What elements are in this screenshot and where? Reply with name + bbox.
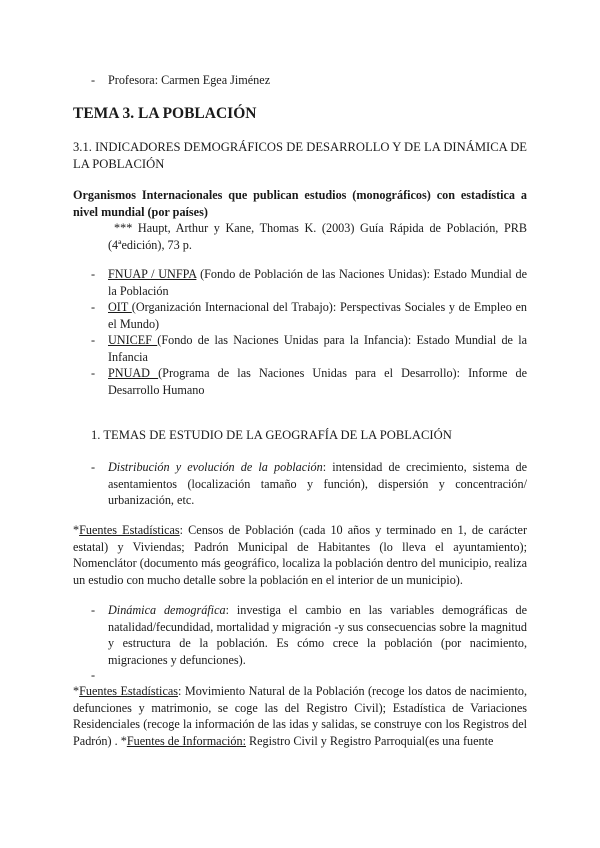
list-item	[73, 299, 527, 332]
bullet-dash: -	[91, 267, 96, 281]
reference-citation: *** Haupt, Arthur y Kane, Thomas K. (2003) Guía Rápida de Población, PRB (4ªedición), 73 p.	[108, 221, 527, 252]
statistical-sources-text: : Censos de Población (cada 10 años y terminado en 1, de carácter estatal) y Viviendas; Padrón Municipal de Habitantes (lo lleva el ayuntamiento); Nomenclátor (documento más geográfico, localiza la población dentro del municipio, realiza un estudio con mucho detalle sobre la población en el interior de un municipio).	[73, 523, 527, 587]
statistical-sources-label: Fuentes Estadísticas	[79, 684, 179, 698]
statistical-sources-paragraph-2	[73, 683, 527, 749]
bullet-dash: -	[91, 300, 96, 314]
bullet-dash: -	[91, 460, 96, 474]
list-item	[73, 365, 527, 398]
statistical-sources-paragraph-1	[73, 522, 527, 588]
information-sources-label: Fuentes de Información:	[126, 733, 246, 748]
information-sources-text: Registro Civil y Registro Parroquial(es una fuente	[245, 733, 494, 748]
org-description: (Fondo de Población de las Naciones Unidas): Estado Mundial de la Población	[108, 267, 527, 298]
org-description: (Fondo de las Naciones Unidas para la Infancia): Estado Mundial de la Infancia	[108, 333, 527, 364]
list-item	[73, 332, 527, 365]
section-3-1-heading: 3.1. INDICADORES DEMOGRÁFICOS DE DESARROLLO Y DE LA DINÁMICA DE LA POBLACIÓN	[73, 140, 527, 171]
organisms-heading: Organismos Internacionales que publican estudios (monográficos) con estadística a nivel mundial (por países)	[73, 188, 527, 219]
dynamics-paragraph	[108, 602, 527, 668]
bullet-dash: -	[91, 366, 96, 380]
distribution-term: Distribución y evolución de la población	[108, 460, 323, 474]
asterisk: *	[73, 523, 80, 537]
org-acronym-link[interactable]: PNUAD	[108, 366, 159, 380]
statistical-sources-text: : Movimiento Natural de la Población (recoge los datos de nacimiento, defunciones y matrimonio, se coge las del Registro Civil); Estadística de Variaciones Residenciales (recoge la información de las idas y salidas, se construye con los Registros del Padrón) . *	[73, 684, 528, 748]
org-description: (Organización Internacional del Trabajo): Perspectivas Sociales y de Empleo en el Mundo)	[108, 300, 527, 331]
bullet-dash: -	[91, 603, 96, 617]
organizations-list	[73, 266, 527, 398]
dynamics-term: Dinámica demográfica	[108, 603, 226, 617]
distribution-paragraph	[108, 459, 527, 509]
org-acronym-link[interactable]: FNUAP / UNFPA	[108, 267, 197, 281]
asterisk: *	[73, 684, 80, 698]
list-item	[73, 266, 527, 299]
bullet-dash: -	[91, 333, 96, 347]
professor-line: Profesora: Carmen Egea Jiménez	[108, 73, 271, 87]
statistical-sources-label: Fuentes Estadísticas	[79, 523, 180, 537]
org-acronym-link[interactable]: UNICEF	[108, 333, 158, 347]
bullet-dash: -	[91, 73, 96, 87]
org-acronym-link[interactable]: OIT	[108, 300, 132, 314]
bullet-dash: -	[91, 668, 96, 682]
distribution-text: : intensidad de crecimiento, sistema de asentamientos (localización tamaño y función), dispersión y concentración/ urbanización, etc.	[108, 460, 527, 507]
section-1-heading: 1. TEMAS DE ESTUDIO DE LA GEOGRAFÍA DE LA POBLACIÓN	[91, 428, 452, 442]
org-description: (Programa de las Naciones Unidas para el Desarrollo): Informe de Desarrollo Humano	[108, 366, 527, 397]
page-title: TEMA 3. LA POBLACIÓN	[73, 105, 257, 122]
dynamics-text: : investiga el cambio en las variables demográficas de natalidad/fecundidad, mortalidad y migración -y sus consecuencias sobre la magnitud y estructura de la población. Es cómo crece la población (por nacimiento, migraciones y defunciones).	[108, 603, 528, 667]
